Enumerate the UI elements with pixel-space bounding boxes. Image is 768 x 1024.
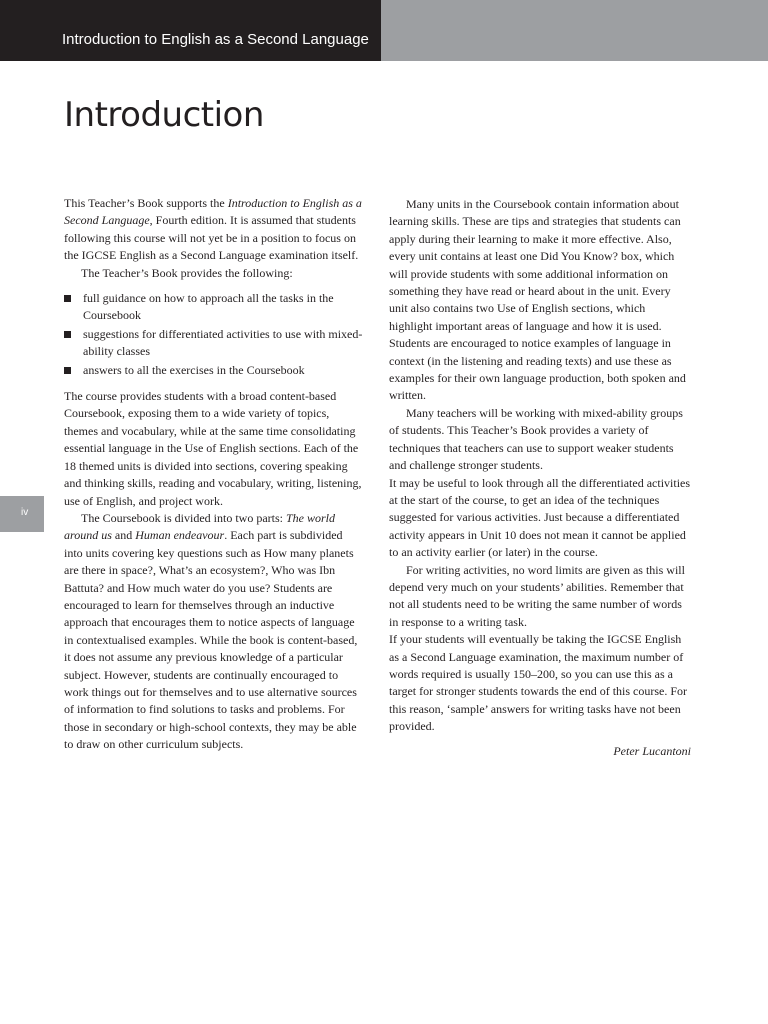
- square-bullet-icon: [64, 331, 71, 338]
- list-item: [64, 326, 364, 361]
- book-title-italic: Introduction to English as a Second Language: [64, 196, 362, 228]
- parts-text-3: . Each part is subdivided into units covering key questions such as How many planets are there in space?, What’s an ecosystem?, Who was Ibn Battuta? and How much water do you use? Students are encouraged to learn for themselves through an inductive approach that encourages them to notice aspects of language in contextualised examples. While the book is content-based, it does not assume any previous knowledge of a particular subject. However, students are continually encouraged to work things out for themselves and to use alternative sources of information to find solutions to tasks and problems. For those in secondary or high-school contexts, they may be able to draw on other curriculum subjects.: [64, 528, 358, 752]
- header-band-grey: [381, 0, 768, 61]
- parts-text-2: and: [111, 528, 136, 543]
- list-item-text: answers to all the exercises in the Coursebook: [83, 362, 305, 377]
- square-bullet-icon: [64, 367, 71, 374]
- igcse-exam-paragraph: If your students will eventually be taking the IGCSE English as a Second Language examination, the maximum number of words required is usually 150–200, so you can use this as a target for stronger students towards the end of this course. For this reason, ‘sample’ answers for writing tasks have not been provided.: [389, 632, 688, 734]
- part-one-title: The world around us: [64, 510, 335, 543]
- list-item-text: full guidance on how to approach all the tasks in the Coursebook: [83, 291, 334, 323]
- features-list: [64, 290, 364, 379]
- list-item-text: suggestions for differentiated activities to use with mixed-ability classes: [83, 326, 363, 359]
- page-number: iv: [21, 507, 29, 518]
- mixed-ability-paragraph: Many teachers will be working with mixed-ability groups of students. This Teacher’s Book provides a variety of techniques that teachers can use to support weaker students and challenge stronger students.: [389, 405, 683, 473]
- learning-skills-paragraph: Many units in the Coursebook contain information about learning skills. These are tips and strategies that students can apply during their learning to make it more effective. Also, every unit contains at least one Did You Know? box, which will provide students with some additional information on something they have read or heard about in the unit. Every unit also contains two Use of English sections, which highlight important areas of language and how it is used. Students are encouraged to notice examples of language in context (in the listening and reading texts) and use these as examples for their own language production, both spoken and written.: [389, 197, 686, 403]
- coursebook-parts-paragraph: [64, 510, 364, 754]
- author-signature: Peter Lucantoni: [613, 743, 691, 758]
- word-limits-paragraph: For writing activities, no word limits are given as this will depend very much on your students’ abilities. Remember that not all students need to be writing the same number of words in response to a writing task.: [389, 562, 685, 629]
- running-header-title: Introduction to English as a Second Language: [62, 31, 369, 48]
- list-item: [64, 362, 364, 379]
- left-column: [64, 195, 364, 754]
- part-two-title: Human endeavour: [135, 528, 225, 543]
- page-title: Introduction: [64, 95, 264, 135]
- right-column: [389, 196, 691, 760]
- intro-paragraph: [64, 195, 364, 265]
- provides-paragraph: The Teacher’s Book provides the following:: [81, 265, 293, 280]
- square-bullet-icon: [64, 295, 71, 302]
- intro-text-end: , Fourth edition. It is assumed that students following this course will not yet be in a position to focus on the IGCSE English as a Second Language examination itself.: [64, 213, 359, 263]
- course-overview-paragraph: The course provides students with a broad content-based Coursebook, exposing them to a wide variety of topics, themes and vocabulary, while at the same time consolidating essential language in the Use of English sections. Each of the 18 themed units is divided into sections, covering speaking and thinking skills, reading and vocabulary, writing, listening, use of English, and project work.: [64, 389, 362, 508]
- intro-text-start: This Teacher’s Book supports the: [64, 196, 228, 210]
- parts-text-1: The Coursebook is divided into two parts:: [81, 510, 286, 525]
- differentiated-activities-paragraph: It may be useful to look through all the differentiated activities at the start of the course, to get an idea of the techniques suggested for various activities. Just because a differentiated activity appears in Unit 10 does not mean it cannot be applied to an activity earlier (or later) in the course.: [389, 475, 691, 560]
- list-item: [64, 290, 364, 325]
